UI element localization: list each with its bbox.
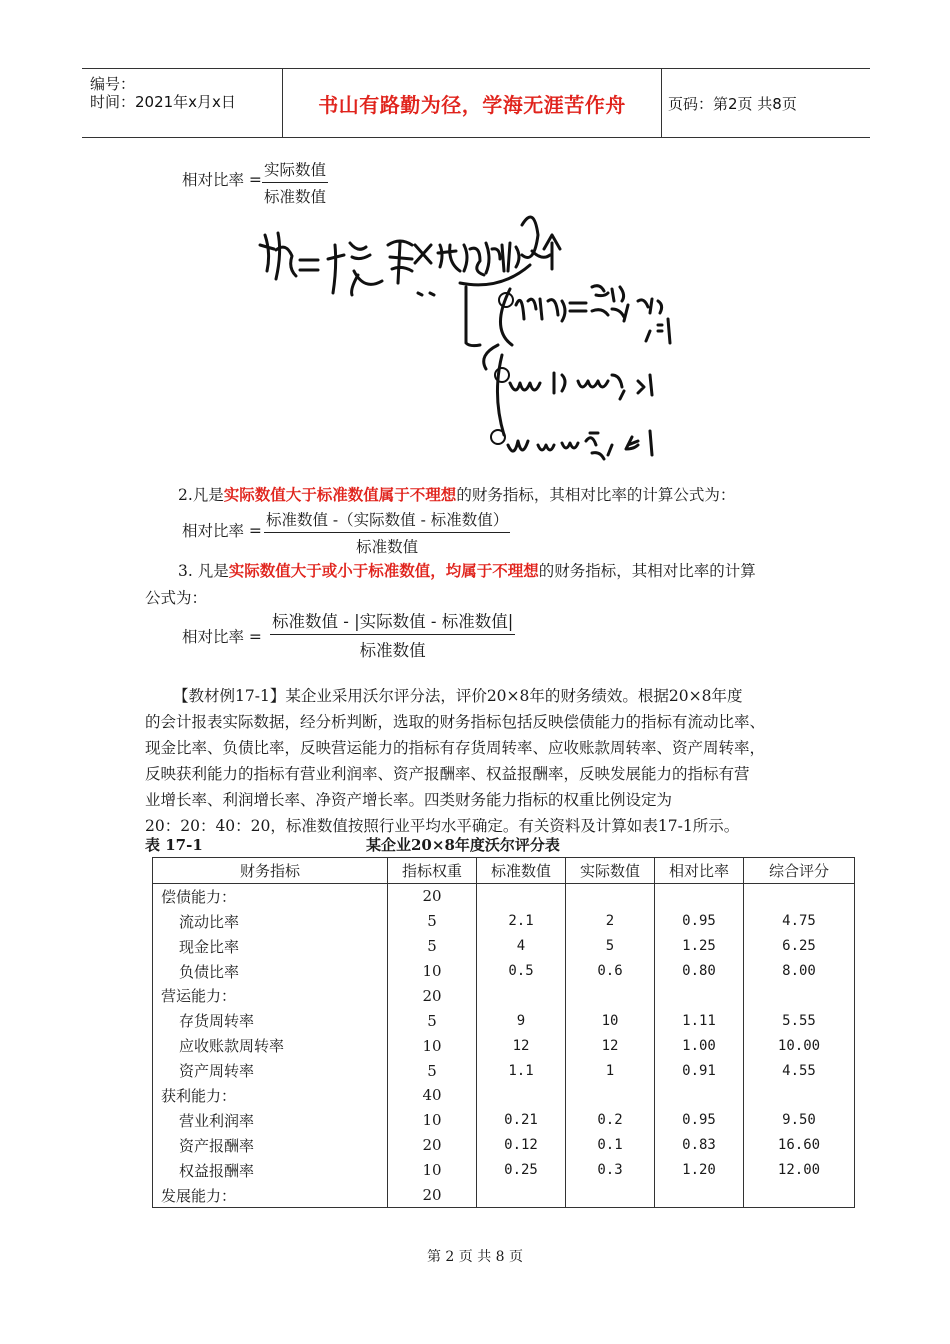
- formula1-numerator: 实际数值: [262, 158, 328, 183]
- para2-red: 实际数值大于标准数值属于不理想: [223, 485, 457, 504]
- para3-suffix: 的财务指标，其相对比率的计算: [538, 562, 756, 580]
- formula2-denominator: 标准数值: [356, 538, 419, 556]
- formula3-numerator: 标准数值 - |实际数值 - 标准数值|: [270, 608, 515, 635]
- formula1-fraction: [262, 158, 328, 207]
- cell-score: 5.55: [744, 1008, 855, 1033]
- cell-indicator: 资产周转率: [153, 1058, 388, 1083]
- cell-indicator: 营业利润率: [153, 1108, 388, 1133]
- table-header-row: [153, 858, 855, 884]
- formula2-lhs: 相对比率 =: [182, 522, 262, 540]
- example-line: 业增长率、利润增长率、净资产增长率。四类财务能力指标的权重比例设定为: [145, 791, 673, 809]
- cell-standard: 12: [477, 1033, 566, 1058]
- formula3-lhs: 相对比率 =: [182, 628, 262, 646]
- header-score: 综合评分: [744, 858, 855, 884]
- example-line: 反映获利能力的指标有营业利润率、资产报酬率、权益报酬率，反映发展能力的指标有营: [145, 765, 750, 783]
- header-page-cell: [662, 69, 870, 137]
- cell-indicator: 偿债能力：: [153, 883, 388, 908]
- cell-score: 4.55: [744, 1058, 855, 1083]
- cell-ratio: 0.95: [655, 1108, 744, 1133]
- cell-standard: 0.25: [477, 1158, 566, 1183]
- cell-standard: [477, 983, 566, 1008]
- cell-indicator: 负债比率: [153, 959, 388, 984]
- cell-score: 6.25: [744, 934, 855, 959]
- para2-suffix: 的财务指标，其相对比率的计算公式为：: [456, 486, 736, 504]
- cell-score: [744, 1083, 855, 1108]
- formula2-numerator: 标准数值 -（实际数值 - 标准数值）: [264, 508, 510, 533]
- cell-actual: 5: [566, 934, 655, 959]
- cell-standard: 0.5: [477, 959, 566, 984]
- example-paragraph: [145, 683, 825, 839]
- table-row: [153, 1033, 855, 1058]
- cell-score: 16.60: [744, 1133, 855, 1158]
- cell-standard: 1.1: [477, 1058, 566, 1083]
- cell-indicator: 发展能力：: [153, 1183, 388, 1208]
- cell-indicator: 应收账款周转率: [153, 1033, 388, 1058]
- table-row: [153, 1158, 855, 1183]
- formula2-fraction: [264, 508, 510, 557]
- cell-standard: [477, 1183, 566, 1208]
- cell-actual: 1: [566, 1058, 655, 1083]
- cell-actual: 12: [566, 1033, 655, 1058]
- cell-weight: 10: [388, 1158, 477, 1183]
- page-label: 页码：第2页 共8页: [668, 94, 797, 113]
- header-standard: 标准数值: [477, 858, 566, 884]
- formula1-denominator: 标准数值: [264, 188, 327, 206]
- cell-ratio: 0.83: [655, 1133, 744, 1158]
- header-meta: [82, 69, 283, 137]
- cell-indicator: 权益报酬率: [153, 1158, 388, 1183]
- cell-actual: [566, 1083, 655, 1108]
- cell-weight: 20: [388, 883, 477, 908]
- cell-weight: 20: [388, 1133, 477, 1158]
- cell-indicator: 资产报酬率: [153, 1133, 388, 1158]
- para3-red: 实际数值大于或小于标准数值，均属于不理想: [228, 561, 539, 580]
- header-motto-cell: [283, 69, 662, 137]
- cell-ratio: 1.11: [655, 1008, 744, 1033]
- cell-ratio: 0.80: [655, 959, 744, 984]
- cell-ratio: 0.95: [655, 909, 744, 934]
- cell-weight: 20: [388, 1183, 477, 1208]
- formula3-fraction: [270, 608, 515, 661]
- handwritten-notes: [240, 205, 700, 475]
- cell-actual: 10: [566, 1008, 655, 1033]
- table-title: 某企业20×8年度沃尔评分表: [366, 836, 560, 854]
- table-row: [153, 1133, 855, 1158]
- cell-score: 9.50: [744, 1108, 855, 1133]
- formula1-lhs: 相对比率 =: [182, 171, 262, 189]
- cell-indicator: 存货周转率: [153, 1008, 388, 1033]
- cell-standard: [477, 883, 566, 908]
- table-row: [153, 1058, 855, 1083]
- header-ratio: 相对比率: [655, 858, 744, 884]
- cell-weight: 40: [388, 1083, 477, 1108]
- table-row: [153, 959, 855, 984]
- cell-standard: 9: [477, 1008, 566, 1033]
- code-label: 编号：: [90, 75, 136, 93]
- cell-weight: 10: [388, 959, 477, 984]
- motto: 书山有路勤为径，学海无涯苦作舟: [318, 92, 626, 117]
- para2-prefix: 2.凡是: [178, 486, 224, 504]
- cell-ratio: 0.91: [655, 1058, 744, 1083]
- cell-weight: 5: [388, 1008, 477, 1033]
- table-row: [153, 934, 855, 959]
- para2: [178, 482, 735, 508]
- cell-standard: 0.12: [477, 1133, 566, 1158]
- example-line: 20：20：40：20，标准数值按照行业平均水平确定。有关资料及计算如表17-1所示。: [145, 817, 740, 835]
- cell-score: 12.00: [744, 1158, 855, 1183]
- table-category-row: [153, 983, 855, 1008]
- cell-weight: 5: [388, 934, 477, 959]
- cell-weight: 5: [388, 909, 477, 934]
- cell-actual: 0.2: [566, 1108, 655, 1133]
- para3-line2: 公式为：: [145, 589, 208, 607]
- cell-standard: 2.1: [477, 909, 566, 934]
- page-footer: 第 2 页 共 8 页: [426, 1249, 524, 1265]
- cell-ratio: 1.00: [655, 1033, 744, 1058]
- header-weight: 指标权重: [388, 858, 477, 884]
- cell-actual: 0.6: [566, 959, 655, 984]
- cell-indicator: 流动比率: [153, 909, 388, 934]
- cell-actual: [566, 883, 655, 908]
- cell-score: 8.00: [744, 959, 855, 984]
- header-indicator: 财务指标: [153, 858, 388, 884]
- cell-score: [744, 983, 855, 1008]
- table-row: [153, 1008, 855, 1033]
- cell-indicator: 营运能力：: [153, 983, 388, 1008]
- example-line: 现金比率、负债比率，反映营运能力的指标有存货周转率、应收账款周转率、资产周转率，: [145, 739, 766, 757]
- page-header: [82, 68, 870, 138]
- wall-score-table: [152, 857, 855, 1208]
- cell-score: 10.00: [744, 1033, 855, 1058]
- cell-indicator: 现金比率: [153, 934, 388, 959]
- cell-ratio: [655, 983, 744, 1008]
- cell-indicator: 获利能力：: [153, 1083, 388, 1108]
- cell-weight: 5: [388, 1058, 477, 1083]
- cell-score: 4.75: [744, 909, 855, 934]
- cell-standard: 0.21: [477, 1108, 566, 1133]
- table-label: 表 17-1: [145, 836, 203, 854]
- formula3-denominator: 标准数值: [359, 641, 426, 660]
- example-line: 【教材例17-1】某企业采用沃尔评分法，评价20×8年的财务绩效。根据20×8年度: [173, 687, 743, 705]
- table-body: [153, 883, 855, 1208]
- cell-actual: 0.1: [566, 1133, 655, 1158]
- table-row: [153, 909, 855, 934]
- cell-weight: 20: [388, 983, 477, 1008]
- example-line: 的会计报表实际数据，经分析判断，选取的财务指标包括反映偿债能力的指标有流动比率、: [145, 713, 766, 731]
- cell-weight: 10: [388, 1108, 477, 1133]
- cell-actual: [566, 983, 655, 1008]
- cell-standard: 4: [477, 934, 566, 959]
- table-category-row: [153, 1083, 855, 1108]
- cell-weight: 10: [388, 1033, 477, 1058]
- header-actual: 实际数值: [566, 858, 655, 884]
- table-row: [153, 1108, 855, 1133]
- cell-ratio: 1.25: [655, 934, 744, 959]
- cell-standard: [477, 1083, 566, 1108]
- cell-ratio: [655, 883, 744, 908]
- table-category-row: [153, 883, 855, 908]
- cell-ratio: 1.20: [655, 1158, 744, 1183]
- table-category-row: [153, 1183, 855, 1208]
- para3: [178, 558, 756, 584]
- cell-ratio: [655, 1083, 744, 1108]
- cell-actual: 0.3: [566, 1158, 655, 1183]
- cell-score: [744, 1183, 855, 1208]
- cell-ratio: [655, 1183, 744, 1208]
- cell-actual: 2: [566, 909, 655, 934]
- cell-actual: [566, 1183, 655, 1208]
- cell-score: [744, 883, 855, 908]
- time-label: 时间：2021年x月x日: [90, 93, 236, 111]
- para3-prefix: 3. 凡是: [178, 562, 229, 580]
